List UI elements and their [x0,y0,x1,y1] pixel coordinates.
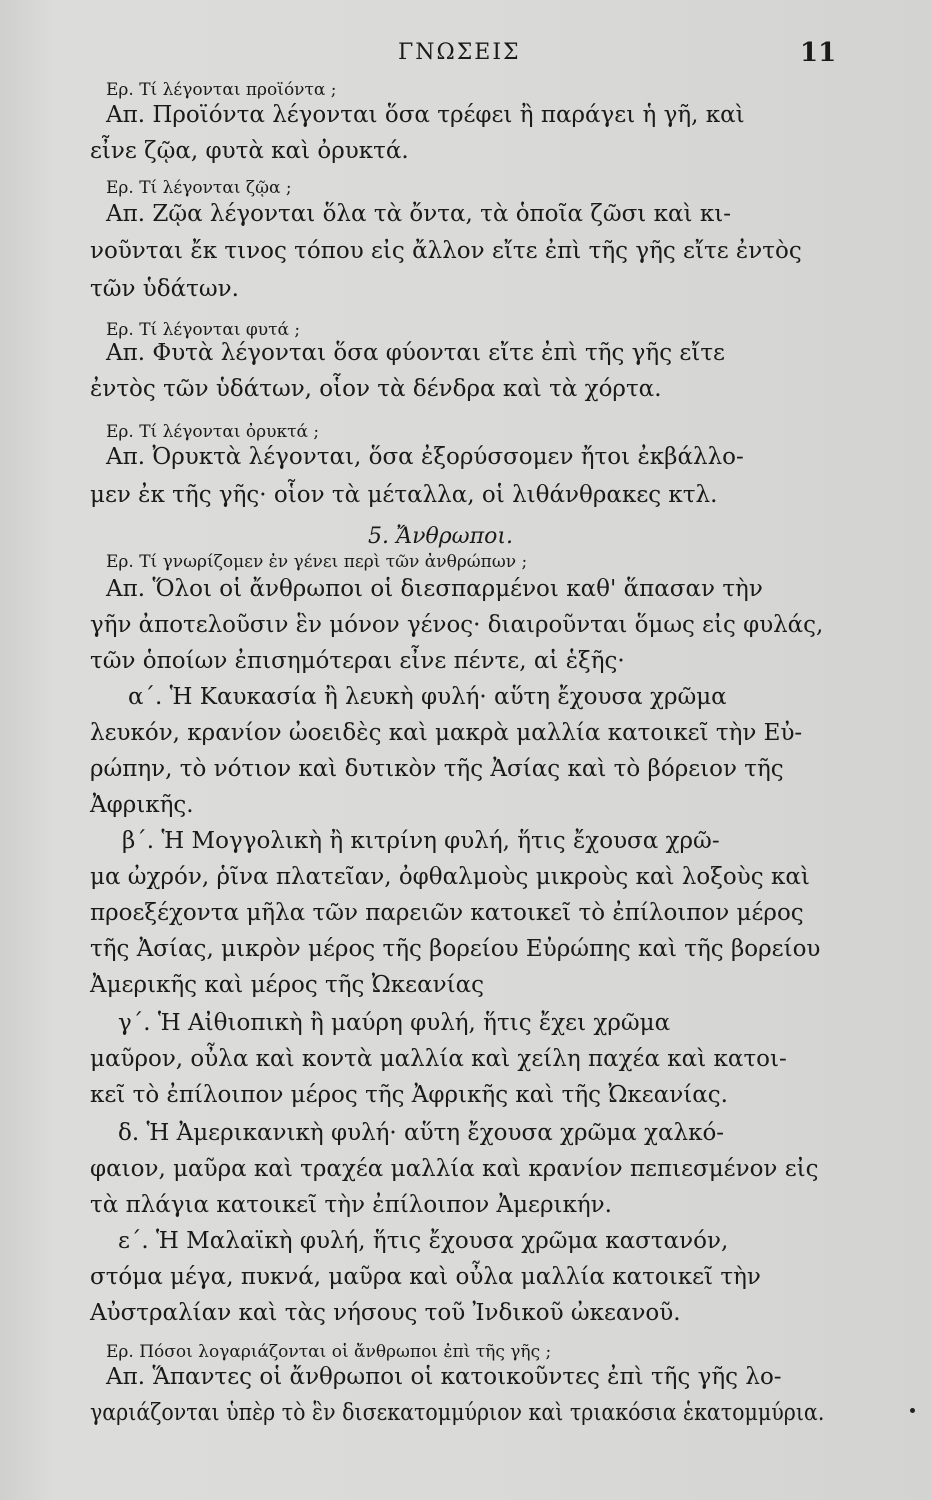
text-line: τῶν ὁποίων ἐπισημότεραι εἶνε πέντε, αἱ ἑξῆς· [90,648,625,674]
text-line: μεν ἐκ τῆς γῆς· οἷον τὰ μέταλλα, οἱ λιθάνθρακες κτλ. [90,482,718,508]
text-line: μα ὠχρόν, ῥῖνα πλατεῖαν, ὀφθαλμοὺς μικροὺς καὶ λοξοὺς καὶ [90,864,810,890]
list-item-line: β΄. Ἡ Μογγολικὴ ἢ κιτρίνη φυλή, ἥτις ἔχουσα χρῶ- [122,828,720,854]
text-line: εἶνε ζῷα, φυτὰ καὶ ὀρυκτά. [90,138,409,164]
answer-line: Απ. Ἅπαντες οἱ ἄνθρωποι οἱ κατοικοῦντες ἐπὶ τῆς γῆς λο- [106,1364,782,1390]
page-header [0,40,931,76]
page-number: 11 [800,38,837,68]
text-line: τῶν ὑδάτων. [90,276,239,302]
question-line: Ερ. Τί λέγονται προϊόντα ; [106,80,337,100]
text-line: γῆν ἀποτελοῦσιν ἓν μόνον γένος· διαιροῦνται ὅμως εἰς φυλάς, [90,612,824,638]
question-line: Ερ. Τί λέγονται φυτά ; [106,320,301,340]
running-head: ΓΝΩΣΕΙΣ [398,40,521,65]
list-item-line: α΄. Ἡ Καυκασία ἢ λευκὴ φυλή· αὕτη ἔχουσα χρῶμα [128,684,727,710]
text-line: προεξέχοντα μῆλα τῶν παρειῶν κατοικεῖ τὸ ἐπίλοιπον μέρος [90,900,804,926]
text-line: ρώπην, τὸ νότιον καὶ δυτικὸν τῆς Ἀσίας καὶ τὸ βόρειον τῆς [90,756,784,782]
text-line: φαιον, μαῦρα καὶ τραχέα μαλλία καὶ κρανίον πεπιεσμένον εἰς [90,1156,819,1182]
question-line: Ερ. Τί γνωρίζομεν ἐν γένει περὶ τῶν ἀνθρώπων ; [106,552,528,572]
answer-line: Απ. Προϊόντα λέγονται ὅσα τρέφει ἢ παράγει ἡ γῆ, καὶ [106,102,745,128]
text-line: Ἀμερικῆς καὶ μέρος τῆς Ὠκεανίας [90,972,485,998]
text-line: κεῖ τὸ ἐπίλοιπον μέρος τῆς Ἀφρικῆς καὶ τῆς Ὠκεανίας. [90,1082,728,1108]
answer-line: Απ. Φυτὰ λέγονται ὅσα φύονται εἴτε ἐπὶ τῆς γῆς εἴτε [106,340,725,366]
answer-line: Απ. Ζῷα λέγονται ὅλα τὰ ὄντα, τὰ ὁποῖα ζῶσι καὶ κι- [106,201,732,227]
answer-line: Απ. Ὀρυκτὰ λέγονται, ὅσα ἐξορύσσομεν ἤτοι ἐκβάλλο- [106,444,744,470]
text-line: νοῦνται ἔκ τινος τόπου εἰς ἄλλον εἴτε ἐπὶ τῆς γῆς εἴτε ἐντὸς [90,238,802,264]
text-line: μαῦρον, οὖλα καὶ κοντὰ μαλλία καὶ χείλη παχέα καὶ κατοι- [90,1046,787,1072]
question-line: Ερ. Πόσοι λογαριάζονται οἱ ἄνθρωποι ἐπὶ τῆς γῆς ; [106,1342,552,1362]
list-item-line: ε΄. Ἡ Μαλαϊκὴ φυλή, ἥτις ἔχουσα χρῶμα καστανόν, [118,1228,729,1254]
section-heading: 5. Ἄνθρωποι. [368,524,513,549]
text-line: Αὐστραλίαν καὶ τὰς νήσους τοῦ Ἰνδικοῦ ὠκεανοῦ. [90,1300,681,1326]
print-speck [910,1408,915,1413]
list-item-line: δ. Ἡ Ἀμερικανικὴ φυλή· αὕτη ἔχουσα χρῶμα χαλκό- [118,1120,725,1146]
answer-line: Απ. Ὅλοι οἱ ἄνθρωποι οἱ διεσπαρμένοι καθ' ἅπασαν τὴν [106,576,763,602]
text-line: γαριάζονται ὑπὲρ τὸ ἓν δισεκατομμύριον καὶ τριακόσια ἑκατομμύρια. [90,1400,825,1426]
text-line: Ἀφρικῆς. [90,792,194,818]
text-line: λευκόν, κρανίον ὠοειδὲς καὶ μακρὰ μαλλία κατοικεῖ τὴν Εὐ- [90,720,803,746]
text-line: στόμα μέγα, πυκνά, μαῦρα καὶ οὖλα μαλλία κατοικεῖ τὴν [90,1264,761,1290]
list-item-line: γ΄. Ἡ Αἰθιοπικὴ ἢ μαύρη φυλή, ἥτις ἔχει χρῶμα [118,1010,671,1036]
question-line: Ερ. Τί λέγονται ζῷα ; [106,178,292,198]
text-line: ἐντὸς τῶν ὑδάτων, οἷον τὰ δένδρα καὶ τὰ χόρτα. [90,376,662,402]
question-line: Ερ. Τί λέγονται ὀρυκτά ; [106,422,320,442]
text-line: τῆς Ἀσίας, μικρὸν μέρος τῆς βορείου Εὐρώπης καὶ τῆς βορείου [90,936,821,962]
text-line: τὰ πλάγια κατοικεῖ τὴν ἐπίλοιπον Ἀμερικήν. [90,1192,612,1218]
